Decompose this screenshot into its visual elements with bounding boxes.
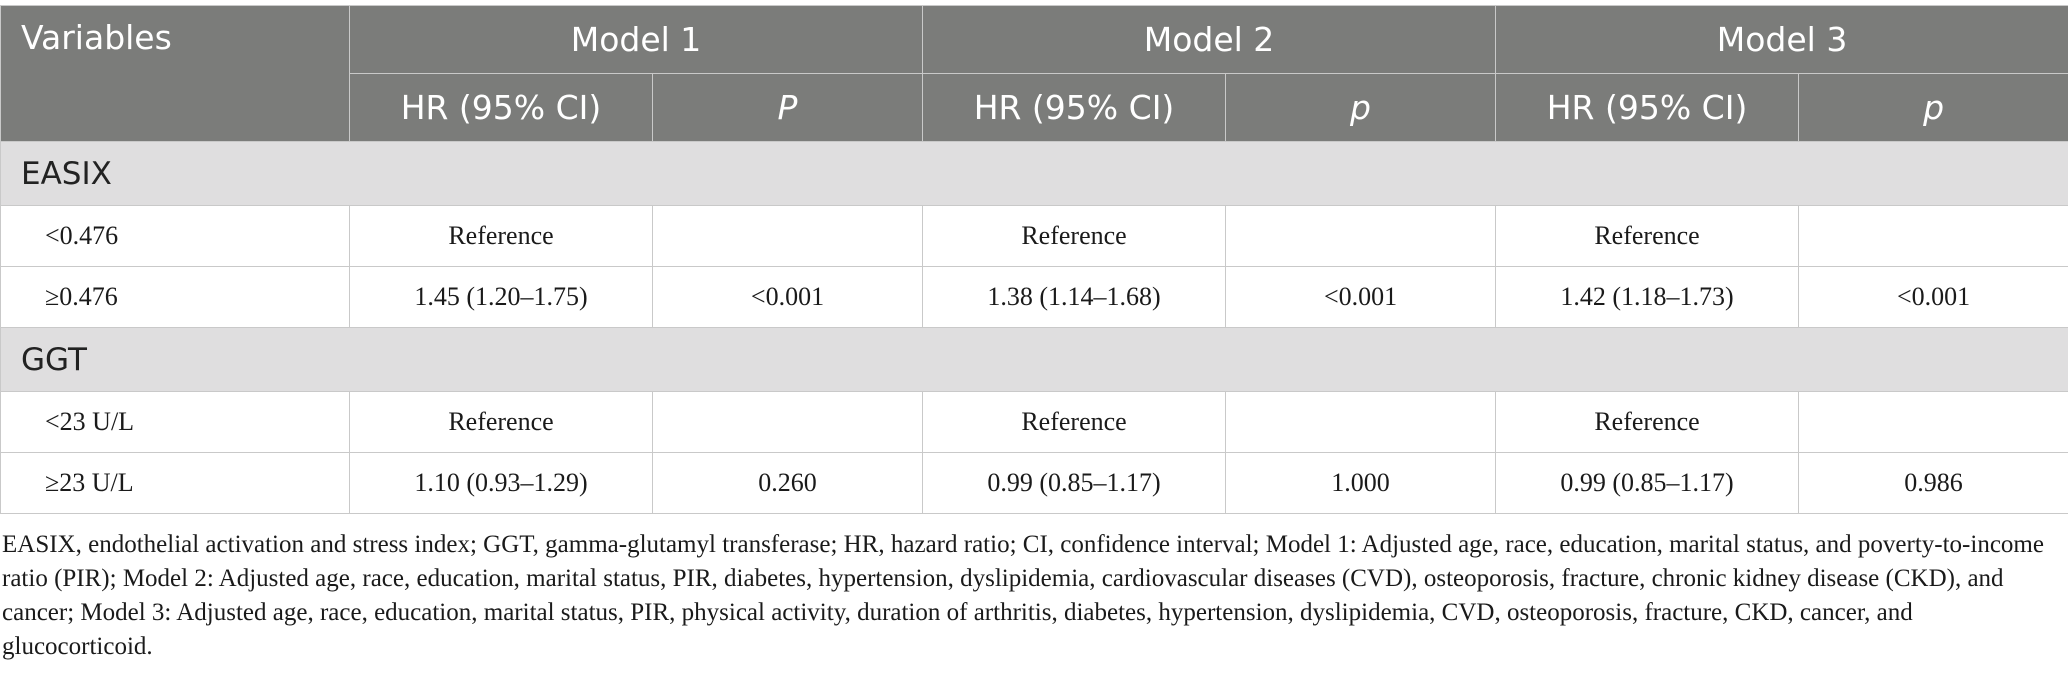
table-row bbox=[1, 392, 2068, 453]
cell-m1-hr: Reference bbox=[350, 392, 653, 453]
section-row-ggt bbox=[1, 328, 2068, 392]
cell-m1-p: <0.001 bbox=[653, 267, 923, 328]
row-label: <0.476 bbox=[1, 206, 350, 267]
cell-m2-hr: Reference bbox=[923, 206, 1226, 267]
cell-m3-hr: Reference bbox=[1496, 392, 1799, 453]
cell-m3-p bbox=[1799, 392, 2068, 453]
cell-m1-hr: 1.45 (1.20–1.75) bbox=[350, 267, 653, 328]
cell-m2-p bbox=[1226, 392, 1496, 453]
cell-m2-p: <0.001 bbox=[1226, 267, 1496, 328]
cell-m3-hr: 1.42 (1.18–1.73) bbox=[1496, 267, 1799, 328]
cell-m3-hr: 0.99 (0.85–1.17) bbox=[1496, 453, 1799, 514]
cell-m2-p: 1.000 bbox=[1226, 453, 1496, 514]
header-row-models bbox=[1, 6, 2068, 74]
cell-m3-p: <0.001 bbox=[1799, 267, 2068, 328]
cell-m2-p bbox=[1226, 206, 1496, 267]
header-m1-hr: HR (95% CI) bbox=[350, 74, 653, 142]
cell-m1-hr: 1.10 (0.93–1.29) bbox=[350, 453, 653, 514]
table-footnote: EASIX, endothelial activation and stress index; GGT, gamma-glutamyl transferase; HR, hazard ratio; CI, confidence interval; Model 1: Adjusted age, race, education, marital status, and poverty-to-income ratio (PIR); Model 2: Adjusted age, race, education, marital status, PIR, diabetes, hypertension, dyslipidemia, cardiovascular diseases (CVD), osteoporosis, fracture, chronic kidney disease (CKD), and cancer; Model 3: Adjusted age, race, education, marital status, PIR, physical activity, duration of arthritis, diabetes, hypertension, dyslipidemia, CVD, osteoporosis, fracture, CKD, cancer, and glucocorticoid. bbox=[2, 531, 2044, 660]
row-label: ≥23 U/L bbox=[1, 453, 350, 514]
header-model-3: Model 3 bbox=[1496, 6, 2068, 74]
cell-m2-hr: Reference bbox=[923, 392, 1226, 453]
cell-m1-p: 0.260 bbox=[653, 453, 923, 514]
header-m3-hr: HR (95% CI) bbox=[1496, 74, 1799, 142]
header-model-2: Model 2 bbox=[923, 6, 1496, 74]
row-label: <23 U/L bbox=[1, 392, 350, 453]
cell-m3-p bbox=[1799, 206, 2068, 267]
cell-m1-p bbox=[653, 392, 923, 453]
section-title: EASIX bbox=[1, 142, 2068, 206]
hazard-ratio-table bbox=[0, 5, 2068, 514]
header-m2-p: p bbox=[1226, 74, 1496, 142]
header-model-1: Model 1 bbox=[350, 6, 923, 74]
cell-m3-hr: Reference bbox=[1496, 206, 1799, 267]
row-label: ≥0.476 bbox=[1, 267, 350, 328]
header-m1-p: P bbox=[653, 74, 923, 142]
table-row bbox=[1, 267, 2068, 328]
cell-m1-p bbox=[653, 206, 923, 267]
cell-m2-hr: 1.38 (1.14–1.68) bbox=[923, 267, 1226, 328]
section-row-easix bbox=[1, 142, 2068, 206]
table-row bbox=[1, 206, 2068, 267]
cell-m1-hr: Reference bbox=[350, 206, 653, 267]
section-title: GGT bbox=[1, 328, 2068, 392]
header-m3-p: p bbox=[1799, 74, 2068, 142]
table-row bbox=[1, 453, 2068, 514]
header-m2-hr: HR (95% CI) bbox=[923, 74, 1226, 142]
cell-m2-hr: 0.99 (0.85–1.17) bbox=[923, 453, 1226, 514]
cell-m3-p: 0.986 bbox=[1799, 453, 2068, 514]
header-variables: Variables bbox=[1, 6, 350, 142]
